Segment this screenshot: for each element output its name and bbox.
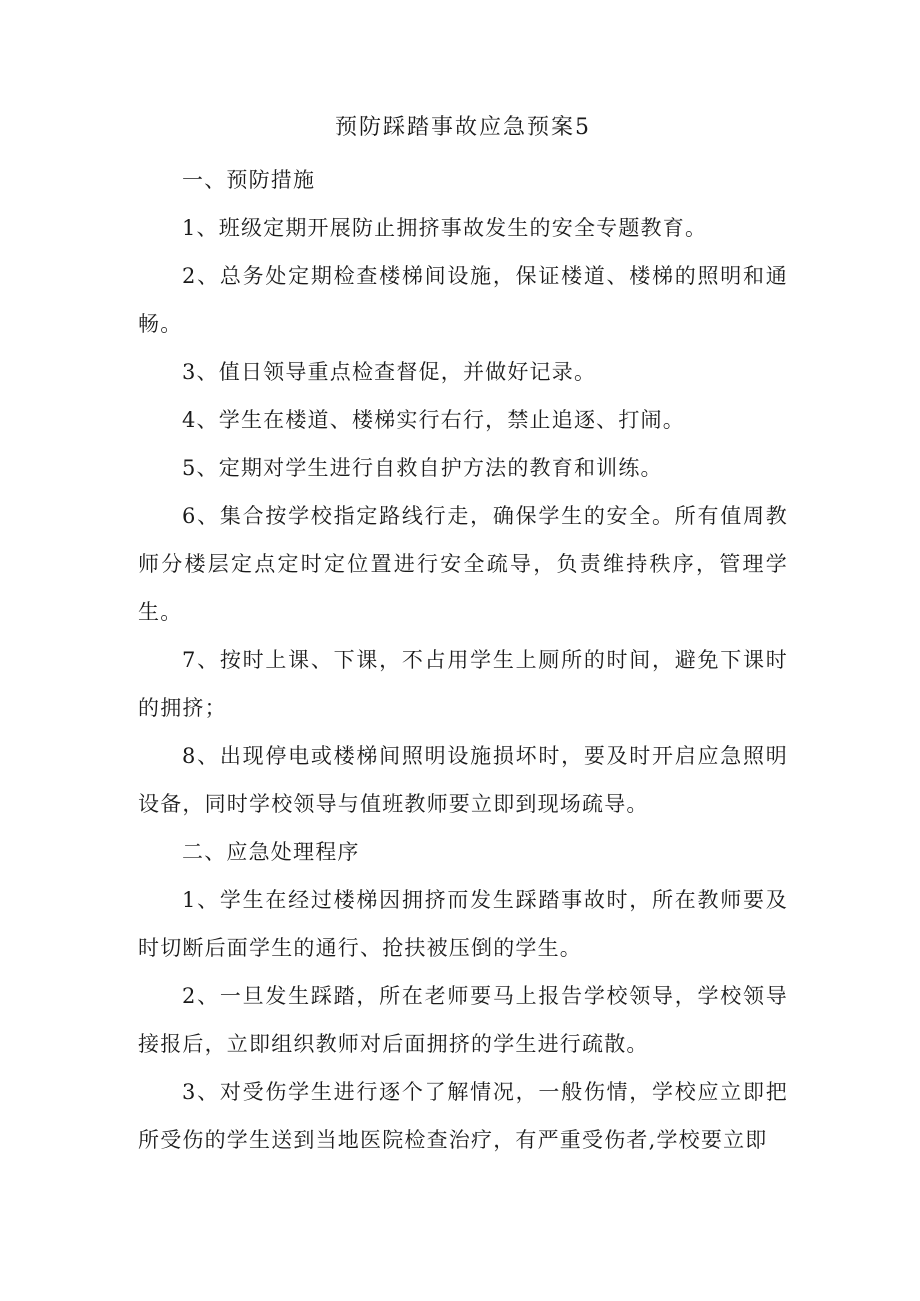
paragraph: 1、班级定期开展防止拥挤事故发生的安全专题教育。	[182, 216, 708, 240]
paragraph: 6、集合按学校指定路线行走，确保学生的安全。所有值周教师分楼层定点定时定位置进行安全疏导，负责维持秩序，管理学生。	[138, 504, 788, 624]
paragraph: 7、按时上课、下课，不占用学生上厕所的时间，避免下课时的拥挤；	[138, 648, 788, 720]
paragraph: 8、出现停电或楼梯间照明设施损坏时，要及时开启应急照明设备，同时学校领导与值班教师要立即到现场疏导。	[138, 744, 788, 816]
section-heading: 一、预防措施	[182, 168, 316, 192]
paragraph: 4、学生在楼道、楼梯实行右行，禁止追逐、打闹。	[182, 408, 685, 432]
document-title: 预防踩踏事故应急预案5	[335, 115, 591, 140]
paragraph: 3、对受伤学生进行逐个了解情况，一般伤情，学校应立即把所受伤的学生送到当地医院检查治疗，有严重受伤者,学校要立即	[138, 1080, 788, 1152]
section-prevention	[138, 156, 788, 828]
paragraph: 5、定期对学生进行自救自护方法的教育和训练。	[182, 456, 663, 480]
section-emergency-procedure	[138, 828, 788, 1164]
paragraph: 2、总务处定期检查楼梯间设施，保证楼道、楼梯的照明和通畅。	[138, 264, 788, 336]
paragraph: 2、一旦发生踩踏，所在老师要马上报告学校领导，学校领导接报后，立即组织教师对后面拥挤的学生进行疏散。	[138, 984, 788, 1056]
paragraph: 3、值日领导重点检查督促，并做好记录。	[182, 360, 597, 384]
section-heading: 二、应急处理程序	[182, 840, 360, 864]
paragraph: 1、学生在经过楼梯因拥挤而发生踩踏事故时，所在教师要及时切断后面学生的通行、抢扶被压倒的学生。	[138, 888, 788, 960]
